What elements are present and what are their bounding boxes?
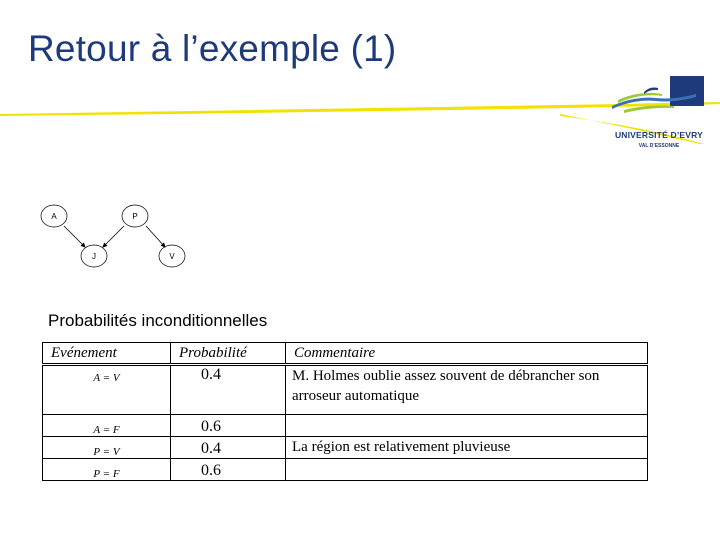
probability-cell: 0.6 <box>171 459 286 481</box>
section-subtitle: Probabilités inconditionnelles <box>48 311 268 330</box>
edge-p-v <box>146 226 165 247</box>
event-cell: A = V <box>43 365 171 415</box>
node-v <box>159 245 185 267</box>
node-p <box>122 205 148 227</box>
edge-a-j <box>64 226 85 247</box>
table-row <box>43 365 648 415</box>
table-header-row <box>43 343 648 365</box>
node-a <box>41 205 67 227</box>
university-subname: VAL D’ESSONNE <box>638 143 680 149</box>
comment-cell <box>286 459 648 481</box>
table-row <box>43 415 648 437</box>
university-name: UNIVERSITÉ D’EVRY <box>614 130 704 140</box>
node-v-label: V <box>169 252 175 261</box>
node-j <box>81 245 107 267</box>
event-cell: A = F <box>43 415 171 437</box>
header-event: Evénement <box>43 343 171 365</box>
bayesian-network-diagram <box>38 200 188 272</box>
event-cell: P = V <box>43 437 171 459</box>
header-comment: Commentaire <box>286 343 648 365</box>
header-probability: Probabilité <box>171 343 286 365</box>
node-a-label: A <box>51 212 57 221</box>
node-j-label: J <box>92 252 96 261</box>
table-row <box>43 459 648 481</box>
probability-cell: 0.4 <box>171 365 286 415</box>
node-p-label: P <box>132 212 138 221</box>
comment-cell: M. Holmes oublie assez souvent de débrancher son arroseur automatique <box>286 365 648 415</box>
table-row <box>43 437 648 459</box>
probability-table <box>42 342 648 481</box>
probability-cell: 0.4 <box>171 437 286 459</box>
edge-p-j <box>103 226 124 247</box>
comment-cell: La région est relativement pluvieuse <box>286 437 648 459</box>
event-cell: P = F <box>43 459 171 481</box>
slide-title: Retour à l’exemple (1) <box>28 28 397 69</box>
probability-cell: 0.6 <box>171 415 286 437</box>
comment-cell <box>286 415 648 437</box>
